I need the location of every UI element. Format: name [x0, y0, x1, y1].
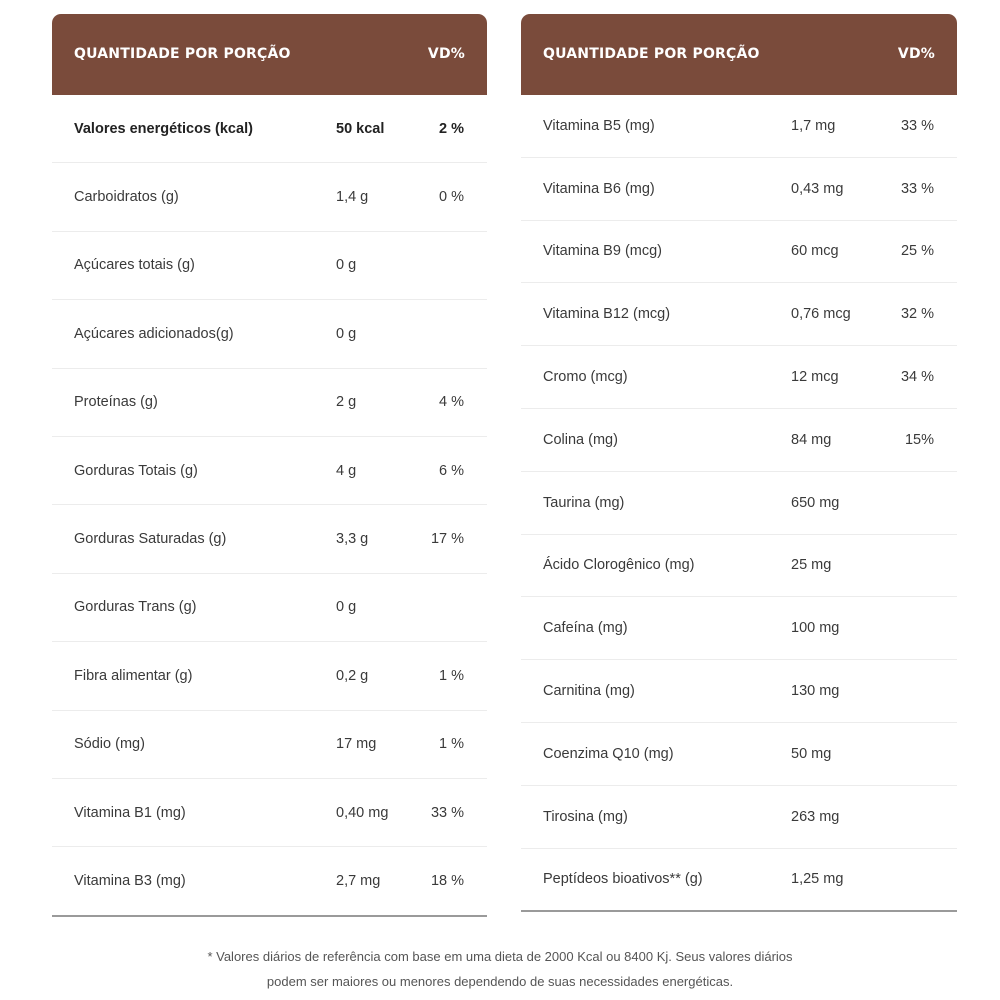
- nutrient-vd: 33 %: [900, 180, 934, 197]
- nutrient-amount: 3,3 g: [336, 531, 369, 548]
- table-body: [521, 95, 957, 912]
- table-body: [52, 95, 487, 917]
- nutrient-vd: 1 %: [439, 736, 464, 753]
- nutrient-amount: 12 mcg: [791, 369, 839, 386]
- table-row: [521, 283, 957, 346]
- nutrient-name: Vitamina B3 (mg): [74, 872, 186, 889]
- table-row: [52, 95, 487, 163]
- nutrient-name: Gorduras Trans (g): [74, 599, 197, 616]
- nutrient-amount: 17 mg: [336, 736, 377, 753]
- nutrient-name: Vitamina B6 (mg): [543, 180, 655, 197]
- table-row: [521, 158, 957, 221]
- nutrient-name: Valores energéticos (kcal): [74, 120, 253, 137]
- nutrient-name: Tirosina (mg): [543, 808, 628, 825]
- table-row: [52, 847, 487, 914]
- nutrient-vd: 0 %: [439, 189, 464, 206]
- table-row: [52, 711, 487, 779]
- nutrient-amount: 84 mg: [791, 431, 832, 448]
- footnote-line-1: * Valores diários de referência com base em uma dieta de 2000 Kcal ou 8400 Kj. Seus valores diários: [207, 949, 793, 964]
- table-row: [521, 409, 957, 472]
- nutrient-amount: 1,25 mg: [791, 871, 844, 888]
- nutrient-name: Gorduras Saturadas (g): [74, 531, 227, 548]
- nutrient-amount: 50 kcal: [336, 120, 385, 137]
- nutrient-name: Colina (mg): [543, 431, 618, 448]
- nutrient-vd: 33 %: [430, 804, 464, 821]
- footnote: [60, 944, 940, 994]
- nutrient-name: Taurina (mg): [543, 494, 625, 511]
- table-row: [521, 95, 957, 158]
- nutrient-amount: 650 mg: [791, 494, 840, 511]
- nutrient-vd: 18 %: [430, 872, 464, 889]
- nutrient-name: Vitamina B12 (mcg): [543, 306, 671, 323]
- table-row: [52, 574, 487, 642]
- table-row: [52, 779, 487, 847]
- nutrient-name: Fibra alimentar (g): [74, 667, 193, 684]
- nutrient-amount: 0,76 mcg: [791, 306, 851, 323]
- nutrient-name: Sódio (mg): [74, 736, 145, 753]
- table-row: [521, 472, 957, 535]
- nutrient-vd: 32 %: [900, 306, 934, 323]
- nutrient-name: Açúcares totais (g): [74, 257, 195, 274]
- table-row: [52, 505, 487, 573]
- nutrient-name: Vitamina B9 (mcg): [543, 243, 662, 260]
- table-header: [52, 14, 487, 95]
- table-row: [521, 221, 957, 284]
- nutrient-amount: 60 mcg: [791, 243, 839, 260]
- table-row: [521, 597, 957, 660]
- table-row: [52, 232, 487, 300]
- nutrition-table-right: [521, 14, 957, 912]
- nutrient-amount: 0,40 mg: [336, 804, 389, 821]
- nutrient-amount: 25 mg: [791, 557, 832, 574]
- nutrient-amount: 2,7 mg: [336, 872, 381, 889]
- table-row: [52, 163, 487, 231]
- nutrition-table-left: [52, 14, 487, 917]
- nutrient-vd: 2 %: [439, 120, 464, 137]
- nutrient-amount: 1,7 mg: [791, 117, 836, 134]
- nutrient-amount: 0 g: [336, 257, 357, 274]
- nutrient-amount: 50 mg: [791, 745, 832, 762]
- table-row: [52, 300, 487, 368]
- nutrient-name: Coenzima Q10 (mg): [543, 745, 674, 762]
- footnote-line-2: podem ser maiores ou menores dependendo de suas necessidades energéticas.: [266, 974, 734, 989]
- header-vd: VD%: [427, 46, 465, 62]
- table-row: [521, 346, 957, 409]
- nutrient-vd: 15%: [904, 431, 934, 448]
- table-row: [521, 849, 957, 911]
- nutrient-vd: 25 %: [900, 243, 934, 260]
- nutrient-amount: 0,2 g: [336, 667, 369, 684]
- nutrient-amount: 1,4 g: [336, 189, 369, 206]
- nutrient-name: Vitamina B5 (mg): [543, 117, 655, 134]
- nutrient-vd: 1 %: [439, 667, 464, 684]
- nutrient-name: Açúcares adicionados(g): [74, 325, 234, 342]
- table-row: [521, 535, 957, 598]
- table-row: [521, 660, 957, 723]
- nutrient-name: Carboidratos (g): [74, 189, 179, 206]
- nutrient-vd: 17 %: [430, 531, 464, 548]
- nutrient-vd: 6 %: [439, 462, 464, 479]
- nutrient-amount: 4 g: [336, 462, 357, 479]
- nutrient-name: Carnitina (mg): [543, 683, 635, 700]
- nutrient-name: Peptídeos bioativos** (g): [543, 871, 703, 888]
- nutrient-vd: 34 %: [900, 369, 934, 386]
- nutrient-name: Cafeína (mg): [543, 620, 628, 637]
- header-label: QUANTIDADE POR PORÇÃO: [74, 46, 291, 62]
- nutrient-name: Cromo (mcg): [543, 369, 628, 386]
- nutrient-amount: 130 mg: [791, 683, 840, 700]
- table-row: [52, 642, 487, 710]
- nutrient-name: Gorduras Totais (g): [74, 462, 198, 479]
- nutrient-amount: 0,43 mg: [791, 180, 844, 197]
- nutrient-amount: 0 g: [336, 599, 357, 616]
- table-row: [521, 723, 957, 786]
- nutrient-amount: 263 mg: [791, 808, 840, 825]
- nutrient-amount: 2 g: [336, 394, 357, 411]
- table-header: [521, 14, 957, 95]
- nutrient-amount: 0 g: [336, 325, 357, 342]
- nutrient-name: Proteínas (g): [74, 394, 158, 411]
- nutrient-name: Ácido Clorogênico (mg): [543, 557, 695, 574]
- nutrient-amount: 100 mg: [791, 620, 840, 637]
- table-row: [521, 786, 957, 849]
- table-row: [52, 369, 487, 437]
- nutrient-vd: 4 %: [439, 394, 464, 411]
- header-label: QUANTIDADE POR PORÇÃO: [543, 46, 760, 62]
- header-vd: VD%: [897, 46, 935, 62]
- nutrient-name: Vitamina B1 (mg): [74, 804, 186, 821]
- table-row: [52, 437, 487, 505]
- nutrient-vd: 33 %: [900, 117, 934, 134]
